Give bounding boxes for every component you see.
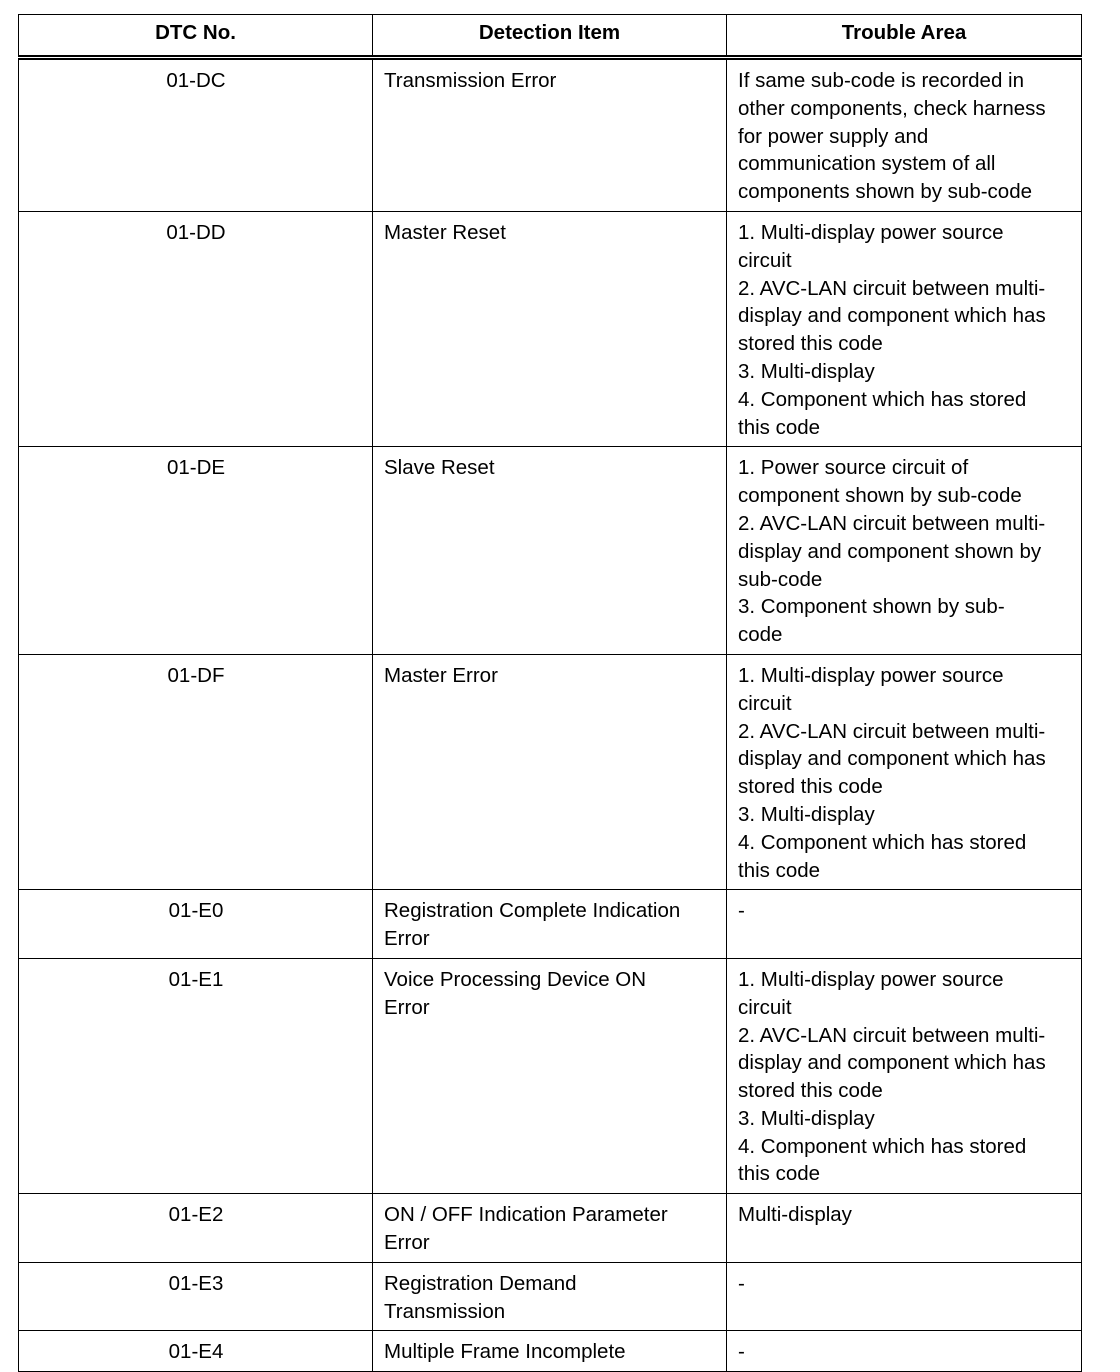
detection-item-line: ON / OFF Indication Parameter	[384, 1203, 668, 1227]
trouble-area-cell	[727, 654, 1082, 889]
trouble-area-line: communication system of all	[738, 152, 996, 176]
trouble-area-cell	[727, 447, 1082, 655]
trouble-area-line: 2. AVC-LAN circuit between multi-	[738, 276, 1046, 300]
trouble-area-line: 1. Multi-display power source	[738, 967, 1004, 991]
trouble-area-line: 4. Component which has stored	[738, 387, 1027, 411]
header-row	[19, 15, 1082, 58]
trouble-area-cell	[727, 958, 1082, 1193]
table-row	[19, 1194, 1082, 1263]
trouble-area-line: this code	[738, 1162, 821, 1186]
trouble-area-line: circuit	[738, 691, 792, 715]
detection-item-cell	[373, 211, 727, 446]
detection-item-cell	[373, 890, 727, 959]
trouble-area-line: this code	[738, 415, 821, 439]
header-trouble-area: Trouble Area	[727, 15, 1082, 58]
detection-item-line: Transmission Error	[384, 69, 557, 92]
trouble-area-line: 1. Multi-display power source	[738, 220, 1004, 244]
trouble-area-line: display and component which has	[738, 747, 1046, 771]
detection-item-line: Slave Reset	[384, 456, 495, 480]
trouble-area-line: -	[738, 1271, 745, 1295]
detection-item-cell	[373, 1194, 727, 1263]
table-row	[19, 1331, 1082, 1372]
detection-item-cell	[373, 958, 727, 1193]
trouble-area-line: circuit	[738, 995, 792, 1019]
trouble-area-line: components shown by sub-code	[738, 180, 1033, 204]
dtc-code-cell: 01-DD	[19, 211, 373, 446]
trouble-area-line: code	[738, 623, 783, 647]
trouble-area-cell	[727, 1262, 1082, 1331]
detection-item-cell	[373, 1331, 727, 1372]
detection-item-cell	[373, 58, 727, 212]
trouble-area-line: display and component shown by	[738, 539, 1042, 563]
trouble-area-line: 2. AVC-LAN circuit between multi-	[738, 511, 1046, 535]
trouble-area-line: 2. AVC-LAN circuit between multi-	[738, 1023, 1046, 1047]
detection-item-line: Transmission	[384, 1299, 506, 1323]
trouble-area-line: this code	[738, 858, 821, 882]
header-dtc-no: DTC No.	[19, 15, 373, 58]
trouble-area-cell	[727, 1331, 1082, 1372]
table-row	[19, 447, 1082, 655]
dtc-code-cell: 01-E4	[19, 1331, 373, 1372]
header-detection-item: Detection Item	[373, 15, 727, 58]
trouble-area-line: stored this code	[738, 332, 883, 356]
trouble-area-line: 3. Component shown by sub-	[738, 595, 1005, 619]
detection-item-line: Voice Processing Device ON	[384, 967, 647, 991]
detection-item-line: Error	[384, 1231, 430, 1255]
trouble-area-line: 4. Component which has stored	[738, 1134, 1027, 1158]
dtc-code-cell: 01-DE	[19, 447, 373, 655]
trouble-area-line: 3. Multi-display	[738, 802, 875, 826]
table-row	[19, 958, 1082, 1193]
trouble-area-line: stored this code	[738, 775, 883, 799]
table-row	[19, 58, 1082, 212]
detection-item-line: Registration Complete Indication	[384, 899, 681, 923]
detection-item-cell	[373, 447, 727, 655]
dtc-table	[18, 14, 1082, 1372]
table-row	[19, 211, 1082, 446]
dtc-code-cell: 01-DC	[19, 58, 373, 212]
trouble-area-cell	[727, 58, 1082, 212]
trouble-area-line: sub-code	[738, 567, 823, 591]
trouble-area-cell	[727, 1194, 1082, 1263]
table-row	[19, 654, 1082, 889]
dtc-code-cell: 01-E1	[19, 958, 373, 1193]
trouble-area-line: other components, check harness	[738, 96, 1046, 120]
trouble-area-cell	[727, 211, 1082, 446]
dtc-code-cell: 01-E2	[19, 1194, 373, 1263]
trouble-area-line: -	[738, 899, 745, 923]
table-row	[19, 1262, 1082, 1331]
trouble-area-line: component shown by sub-code	[738, 484, 1022, 508]
trouble-area-line: 3. Multi-display	[738, 1106, 875, 1130]
detection-item-line: Master Error	[384, 663, 498, 687]
detection-item-cell	[373, 1262, 727, 1331]
trouble-area-line: stored this code	[738, 1079, 883, 1103]
trouble-area-line: 1. Multi-display power source	[738, 663, 1004, 687]
trouble-area-line: display and component which has	[738, 1051, 1046, 1075]
dtc-code-cell: 01-E3	[19, 1262, 373, 1331]
trouble-area-line: Multi-display	[738, 1203, 852, 1227]
trouble-area-line: 2. AVC-LAN circuit between multi-	[738, 719, 1046, 743]
table-row	[19, 890, 1082, 959]
trouble-area-line: If same sub-code is recorded in	[738, 69, 1024, 92]
detection-item-cell	[373, 654, 727, 889]
detection-item-line: Registration Demand	[384, 1271, 577, 1295]
trouble-area-line: circuit	[738, 248, 792, 272]
trouble-area-line: 3. Multi-display	[738, 359, 875, 383]
detection-item-line: Master Reset	[384, 220, 506, 244]
dtc-code-cell: 01-DF	[19, 654, 373, 889]
detection-item-line: Multiple Frame Incomplete	[384, 1340, 626, 1364]
trouble-area-line: -	[738, 1340, 745, 1364]
detection-item-line: Error	[384, 927, 430, 951]
dtc-table-body	[19, 58, 1082, 1372]
detection-item-line: Error	[384, 995, 430, 1019]
trouble-area-line: for power supply and	[738, 124, 929, 148]
trouble-area-line: display and component which has	[738, 304, 1046, 328]
dtc-code-cell: 01-E0	[19, 890, 373, 959]
trouble-area-line: 1. Power source circuit of	[738, 456, 969, 480]
trouble-area-line: 4. Component which has stored	[738, 830, 1027, 854]
trouble-area-cell	[727, 890, 1082, 959]
